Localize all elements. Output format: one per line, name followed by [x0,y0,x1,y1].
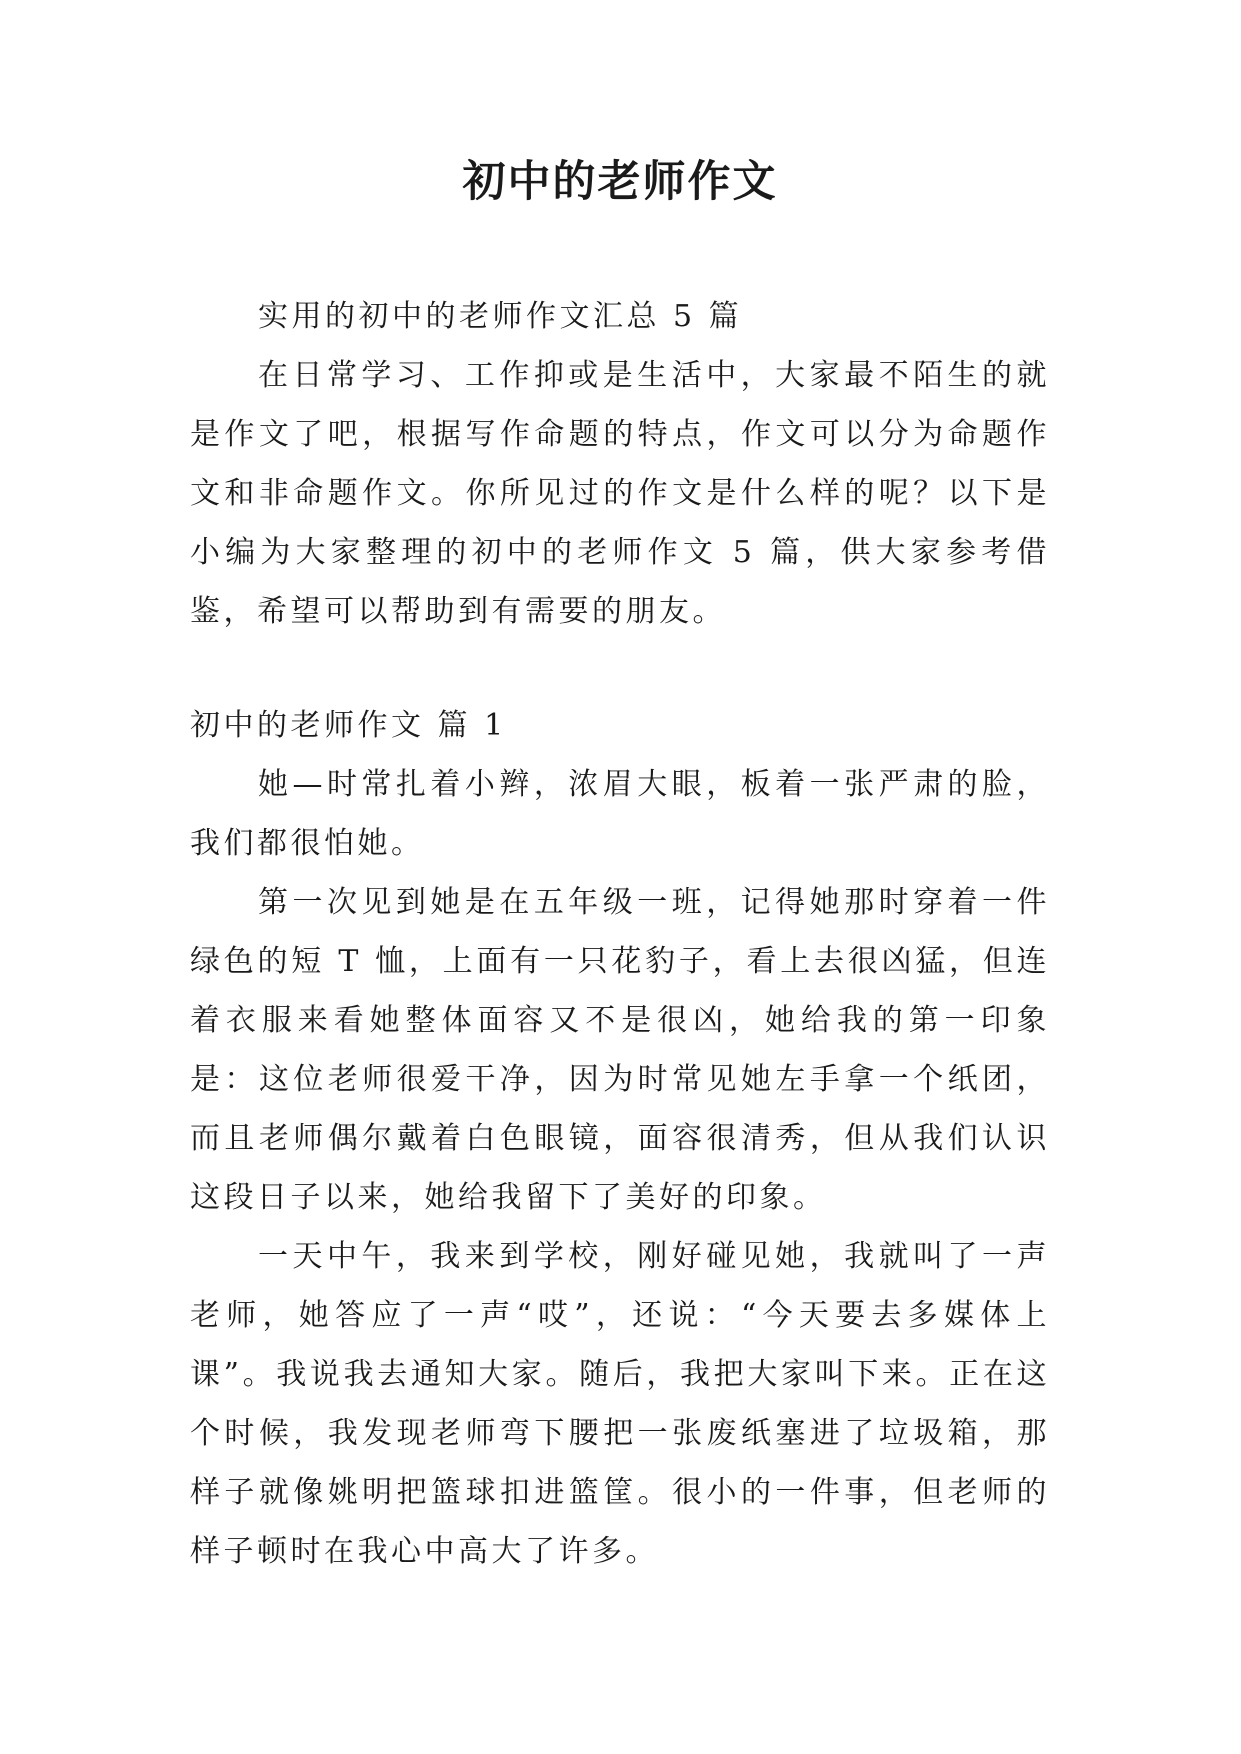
intro-block [190,287,1050,641]
section-paragraph: 第一次见到她是在五年级一班，记得她那时穿着一件绿色的短 T 恤，上面有一只花豹子，看上去很凶猛，但连着衣服来看她整体面容又不是很凶，她给我的第一印象是：这位老师很爱干净，因为时常见她左手拿一个纸团，而且老师偶尔戴着白色眼镜，面容很清秀，但从我们认识这段日子以来，她给我留下了美好的印象。 [190,885,1050,1215]
section-paragraph: 她—时常扎着小辫，浓眉大眼，板着一张严肃的脸，我们都很怕她。 [190,767,1050,861]
essay-section-1 [190,696,1050,1581]
document-title: 初中的老师作文 [462,157,778,207]
intro-paragraph: 在日常学习、工作抑或是生活中，大家最不陌生的就是作文了吧，根据写作命题的特点，作文可以分为命题作文和非命题作文。你所见过的作文是什么样的呢？以下是小编为大家整理的初中的老师作文 5 篇，供大家参考借鉴，希望可以帮助到有需要的朋友。 [190,358,1050,629]
section-paragraph: 一天中午，我来到学校，刚好碰见她，我就叫了一声老师，她答应了一声“哎”，还说：“今天要去多媒体上课”。我说我去通知大家。随后，我把大家叫下来。正在这个时候，我发现老师弯下腰把一张废纸塞进了垃圾箱，那样子就像姚明把篮球扣进篮筐。很小的一件事，但老师的样子顿时在我心中高大了许多。 [190,1239,1050,1569]
intro-subtitle: 实用的初中的老师作文汇总 5 篇 [258,299,743,334]
section-heading: 初中的老师作文 篇 1 [190,708,507,743]
